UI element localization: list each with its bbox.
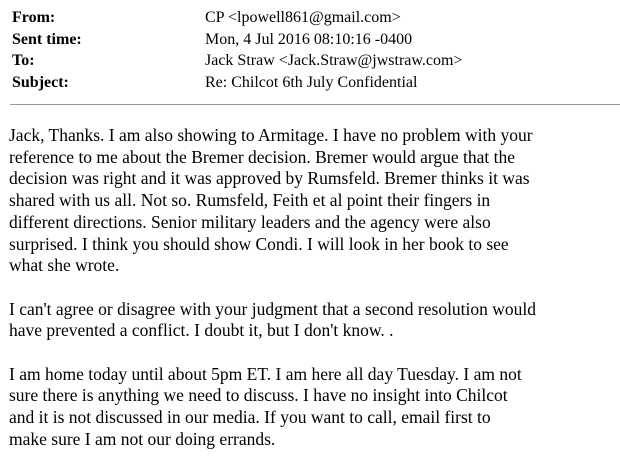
to-label: To: <box>12 52 35 69</box>
body-line: Jack, Thanks. I am also showing to Armitage. I have no problem with your <box>9 125 533 145</box>
body-paragraph-2 <box>9 299 612 342</box>
header-field-to <box>12 52 620 74</box>
body-line: and it is not discussed in our media. If you want to call, email first to <box>9 407 491 428</box>
email-body <box>0 105 620 451</box>
body-line: sure there is anything we need to discuss. I have no insight into Chilcot <box>9 385 508 406</box>
body-line: decision was right and it was approved by Rumsfeld. Bremer thinks it was <box>9 168 530 189</box>
body-paragraph-3 <box>9 364 612 451</box>
subject-label: Subject: <box>12 73 69 91</box>
body-line: surprised. I think you should show Condi. I will look in her book to see <box>9 233 509 254</box>
body-line: different directions. Senior military leaders and the agency were also <box>9 211 491 232</box>
sent-time-label: Sent time: <box>12 30 82 48</box>
body-line: have prevented a conflict. I doubt it, but I don't know. . <box>9 320 394 341</box>
body-line: reference to me about the Bremer decision. Bremer would argue that the <box>9 146 516 167</box>
body-line: what she wrote. <box>9 255 120 276</box>
body-line: I am home today until about 5pm ET. I am here all day Tuesday. I am not <box>9 363 522 384</box>
body-line: make sure I am not our doing errands. <box>9 428 276 449</box>
subject-value: Re: Chilcot 6th July Confidential <box>205 73 418 91</box>
email-header <box>0 0 620 95</box>
from-value: CP <lpowell861@gmail.com> <box>205 9 401 26</box>
header-field-sent-time <box>12 31 620 53</box>
from-label: From: <box>12 9 56 26</box>
body-paragraph-1 <box>9 125 612 277</box>
body-line: shared with us all. Not so. Rumsfeld, Feith et al point their fingers in <box>9 190 491 211</box>
header-field-from <box>12 9 620 31</box>
to-value: Jack Straw <Jack.Straw@jwstraw.com> <box>205 52 463 69</box>
sent-time-value: Mon, 4 Jul 2016 08:10:16 -0400 <box>205 30 413 48</box>
body-line: I can't agree or disagree with your judgment that a second resolution would <box>9 298 537 319</box>
header-field-subject <box>12 74 620 96</box>
